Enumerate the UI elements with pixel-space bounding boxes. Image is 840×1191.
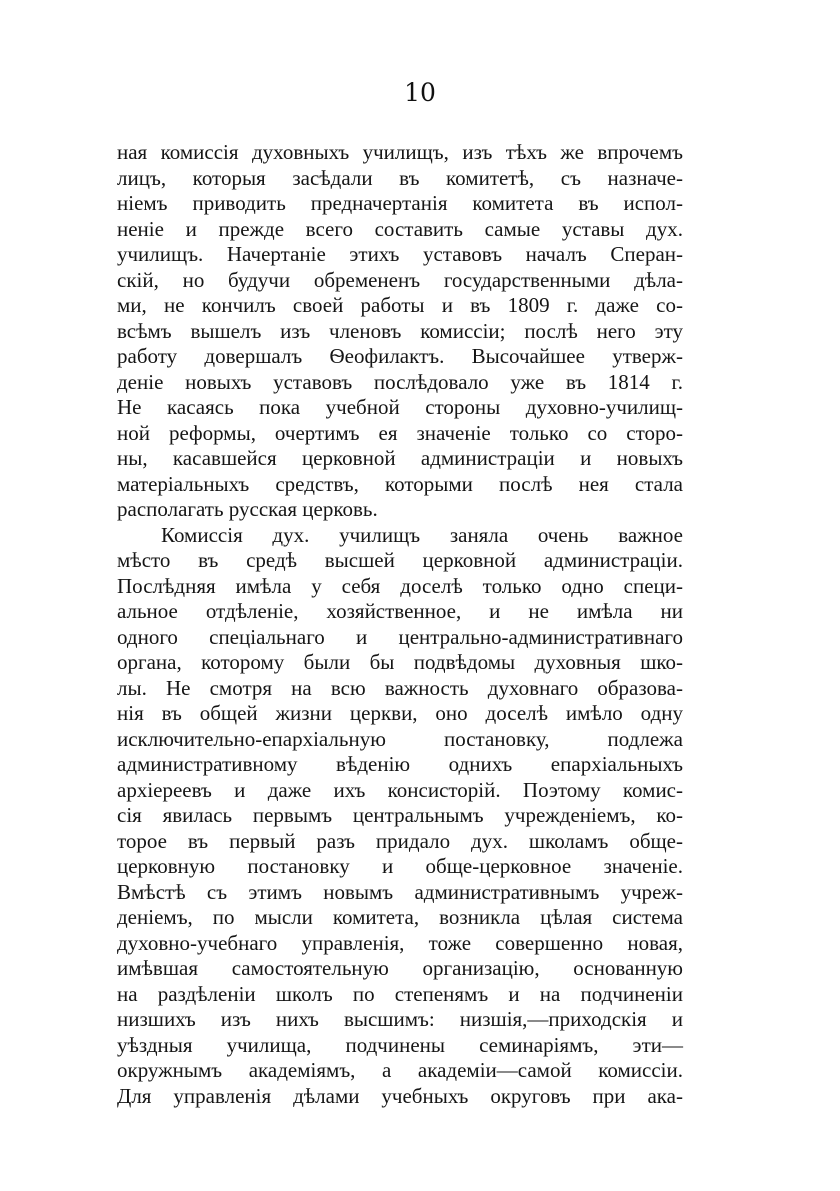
text-line: одного спеціальнаго и центрально-административнаго bbox=[117, 624, 683, 649]
text-line: Вмѣстѣ съ этимъ новымъ административнымъ учреж- bbox=[117, 879, 683, 904]
text-line: на раздѣленіи школъ по степенямъ и на подчиненіи bbox=[117, 981, 683, 1006]
text-line: альное отдѣленіе, хозяйственное, и не имѣла ни bbox=[117, 599, 683, 623]
text-line: сія явилась первымъ центральнымъ учрежденіемъ, ко- bbox=[117, 803, 683, 827]
body-text bbox=[117, 140, 683, 1109]
page-number: 10 bbox=[404, 78, 436, 107]
paragraph-first-line: Комиссія дух. училищъ заняла очень важное bbox=[161, 522, 683, 547]
text-line: административному вѣденію однихъ епархіальныхъ bbox=[117, 752, 683, 776]
text-line: окружнымъ академіямъ, а академіи—самой комиссіи. bbox=[117, 1058, 683, 1082]
text-line: ніемъ приводить предначертанія комитета въ испол- bbox=[117, 191, 683, 215]
text-line: духовно-учебнаго управленія, тоже совершенно новая, bbox=[117, 930, 683, 955]
text-line: лы. Не смотря на всю важность духовнаго образова- bbox=[117, 675, 683, 700]
text-line: нія въ общей жизни церкви, оно доселѣ имѣло одну bbox=[117, 701, 683, 725]
text-line: органа, которому были бы подвѣдомы духовныя шко- bbox=[117, 650, 683, 674]
text-line: Послѣдняя имѣла у себя доселѣ только одно специ- bbox=[117, 573, 683, 598]
text-line: неніе и прежде всего составить самые уставы дух. bbox=[117, 216, 683, 241]
text-line: училищъ. Начертаніе этихъ уставовъ началъ Сперан- bbox=[117, 242, 683, 266]
text-line: ны, касавшейся церковной администраціи и новыхъ bbox=[117, 446, 683, 470]
paragraph-last-line: располагать русская церковь. bbox=[117, 497, 378, 521]
text-line: церковную постановку и обще-церковное значеніе. bbox=[117, 854, 683, 878]
text-line: Не касаясь пока учебной стороны духовно-училищ- bbox=[117, 395, 683, 419]
text-line: архіереевъ и даже ихъ консисторій. Поэтому комис- bbox=[117, 777, 683, 802]
text-line: низшихъ изъ нихъ высшимъ: низшія,—приходскія и bbox=[117, 1007, 683, 1031]
text-line: торое въ первый разъ придало дух. школамъ обще- bbox=[117, 828, 683, 853]
text-line: уѣздныя училища, подчинены семинаріямъ, эти— bbox=[117, 1032, 683, 1057]
text-line: ми, не кончилъ своей работы и въ 1809 г. даже со- bbox=[117, 293, 683, 317]
text-line: ная комиссія духовныхъ училищъ, изъ тѣхъ же впрочемъ bbox=[117, 140, 683, 164]
text-line: исключительно-епархіальную постановку, подлежа bbox=[117, 726, 683, 751]
text-line: деніемъ, по мысли комитета, возникла цѣлая система bbox=[117, 905, 683, 929]
text-line: мѣсто въ средѣ высшей церковной администраціи. bbox=[117, 548, 683, 572]
text-line: матеріальныхъ средствъ, которыми послѣ нея стала bbox=[117, 471, 683, 496]
text-line: деніе новыхъ уставовъ послѣдовало уже въ 1814 г. bbox=[117, 369, 683, 394]
text-line: ной реформы, очертимъ ея значеніе только со сторо- bbox=[117, 420, 683, 445]
text-line: Для управленія дѣлами учебныхъ округовъ при ака- bbox=[117, 1083, 683, 1108]
text-line: всѣмъ вышелъ изъ членовъ комиссіи; послѣ него эту bbox=[117, 318, 683, 343]
text-line: работу довершалъ Ѳеофилактъ. Высочайшее утверж- bbox=[117, 344, 683, 368]
text-line: скій, но будучи обремененъ государственными дѣла- bbox=[117, 267, 683, 292]
text-line: лицъ, которыя засѣдали въ комитетѣ, съ назначе- bbox=[117, 165, 683, 190]
text-line: имѣвшая самостоятельную организацію, основанную bbox=[117, 956, 683, 980]
